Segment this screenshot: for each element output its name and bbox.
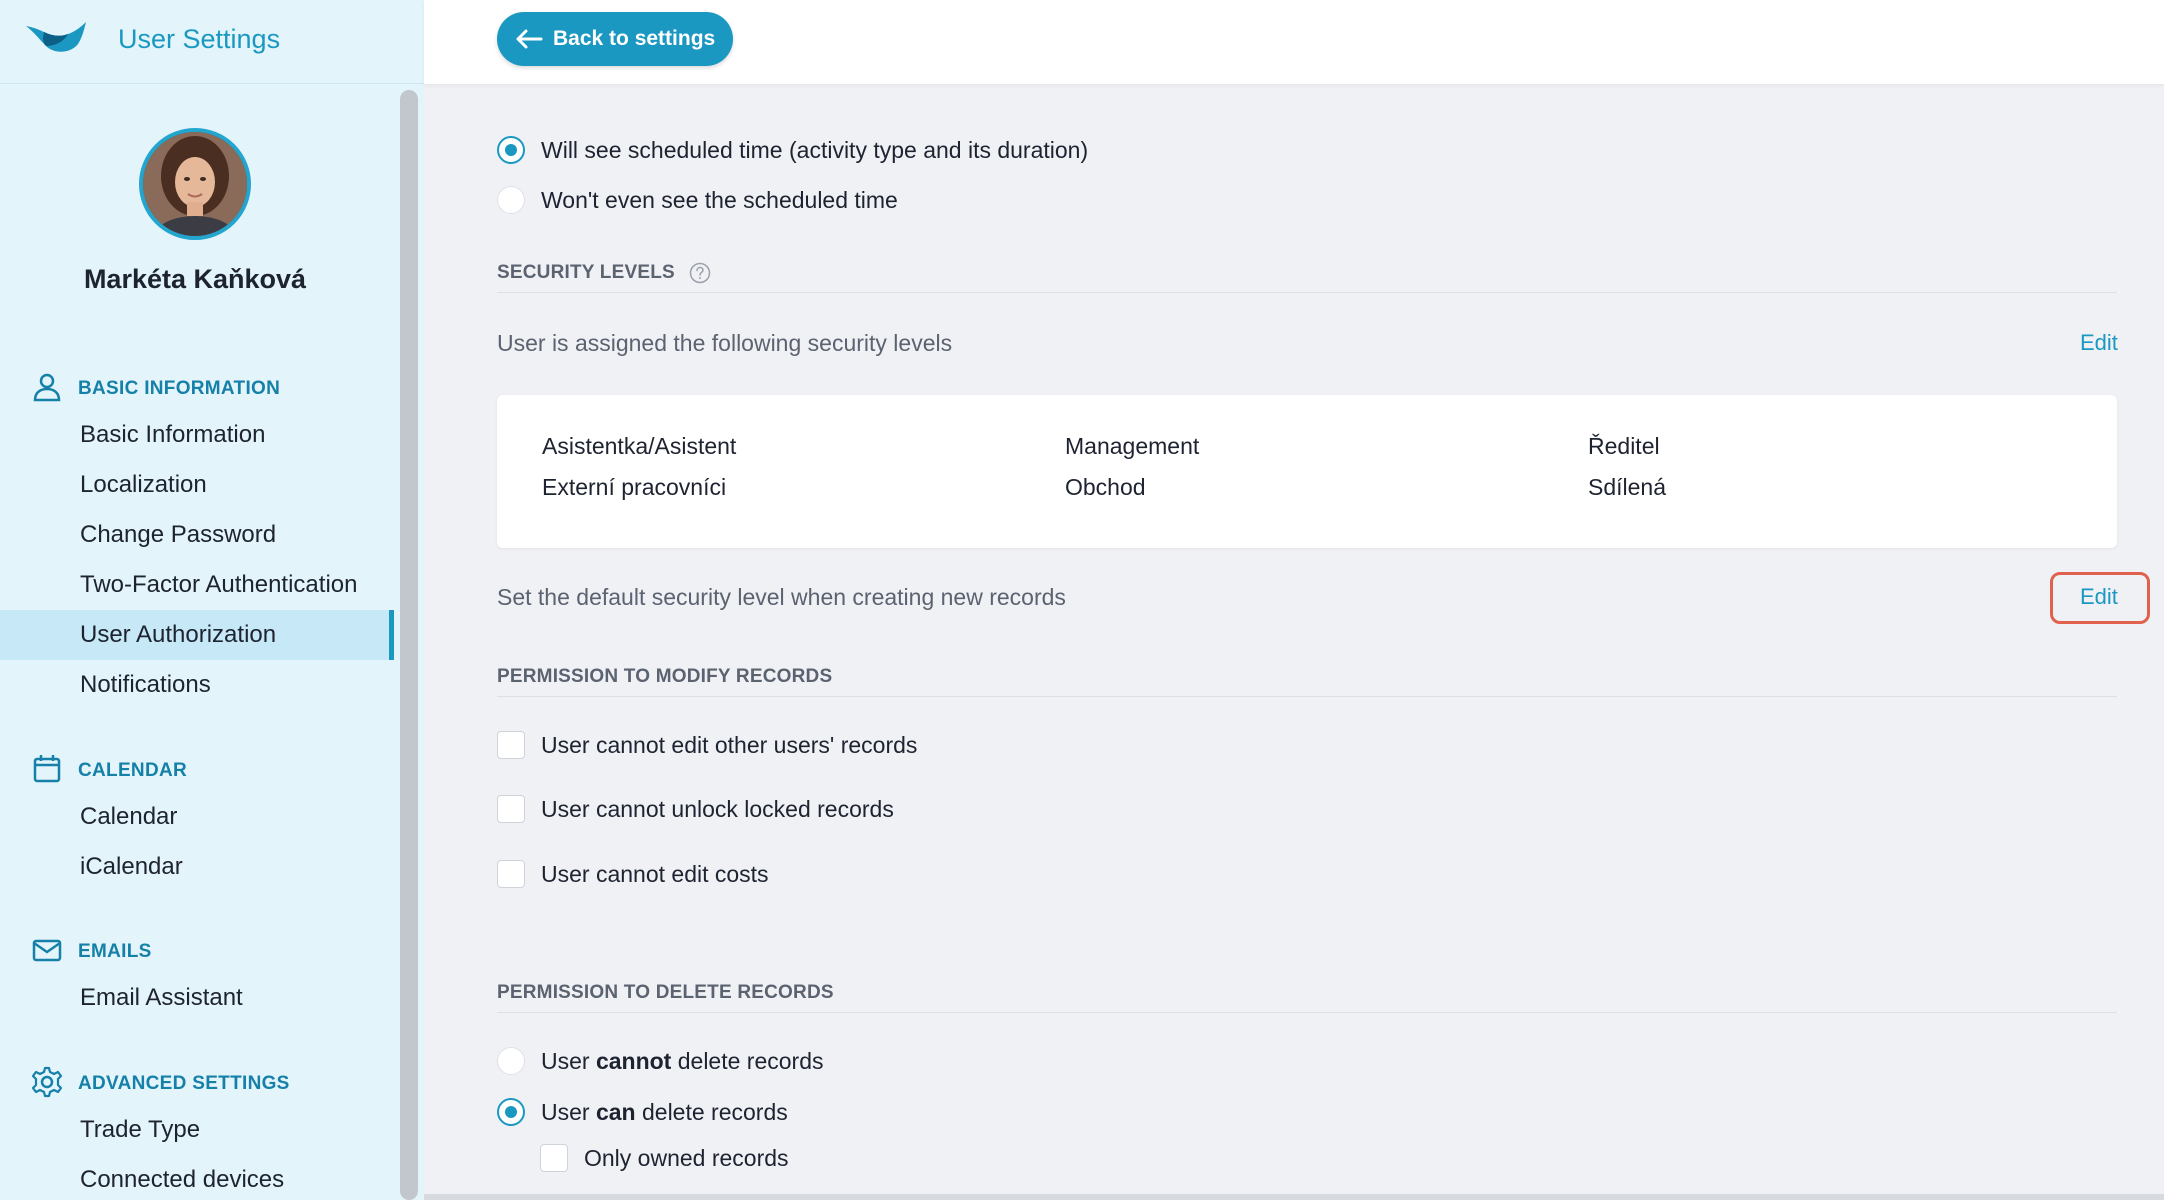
sidebar-item-icalendar[interactable]: iCalendar <box>80 853 183 880</box>
security-level-item: Externí pracovníci <box>542 474 727 500</box>
avatar[interactable] <box>139 128 251 240</box>
section-emails <box>0 929 394 1023</box>
assigned-levels-text: User is assigned the following security levels <box>497 330 953 356</box>
label-emphasis: can <box>595 1098 636 1125</box>
section-title: EMAILS <box>78 941 152 962</box>
security-level-item: Obchod <box>1065 474 1146 500</box>
sidebar-item-email-assistant[interactable]: Email Assistant <box>80 984 243 1011</box>
label-prefix: User <box>541 1098 596 1125</box>
radio-label <box>541 1048 823 1075</box>
sidebar <box>0 0 424 1200</box>
sidebar-item-calendar[interactable]: Calendar <box>80 803 178 830</box>
divider <box>497 696 2117 697</box>
section-title: CALENDAR <box>78 760 188 781</box>
radio-button[interactable] <box>497 1098 525 1126</box>
security-level-item: Ředitel <box>1588 433 1660 459</box>
section-basic-information <box>0 366 394 710</box>
user-name: Markéta Kaňková <box>83 264 307 294</box>
radio-option-wont-see-scheduled-time[interactable] <box>497 186 898 214</box>
checkbox-label: User cannot unlock locked records <box>541 795 894 822</box>
radio-label: Will see scheduled time (activity type and its duration) <box>541 136 1089 163</box>
sidebar-item-localization[interactable]: Localization <box>80 471 207 498</box>
checkbox-label: Only owned records <box>584 1144 789 1171</box>
sidebar-header <box>0 0 424 84</box>
radio-option-can-delete[interactable] <box>497 1098 788 1126</box>
section-advanced-settings <box>0 1061 394 1200</box>
radio-option-see-scheduled-time[interactable] <box>497 136 1088 164</box>
person-icon <box>30 370 64 404</box>
sidebar-item-notifications[interactable]: Notifications <box>80 671 211 698</box>
label-emphasis: cannot <box>595 1047 672 1074</box>
default-security-level-text: Set the default security level when creating new records <box>497 584 1066 610</box>
security-level-item: Asistentka/Asistent <box>542 433 737 459</box>
radio-button[interactable] <box>497 136 525 164</box>
divider <box>497 292 2117 293</box>
security-level-item: Management <box>1065 433 1200 459</box>
horizontal-scrollbar[interactable] <box>424 1194 2164 1200</box>
edit-default-security-level-link[interactable]: Edit <box>2080 584 2118 609</box>
section-title: BASIC INFORMATION <box>78 378 281 399</box>
checkbox[interactable] <box>497 860 525 888</box>
checkbox[interactable] <box>497 795 525 823</box>
permission-delete-title: PERMISSION TO DELETE RECORDS <box>497 982 834 1003</box>
user-profile <box>0 128 390 295</box>
sidebar-item-basic-information[interactable]: Basic Information <box>80 421 266 448</box>
back-button-label: Back to settings <box>553 27 716 50</box>
sidebar-scrollbar[interactable] <box>400 90 418 1200</box>
label-suffix: delete records <box>635 1098 788 1125</box>
envelope-icon <box>30 933 64 967</box>
sidebar-item-trade-type[interactable]: Trade Type <box>80 1116 201 1143</box>
permission-modify-title: PERMISSION TO MODIFY RECORDS <box>497 666 833 687</box>
section-calendar <box>0 748 394 892</box>
calendar-icon <box>30 752 64 786</box>
help-icon[interactable] <box>689 262 711 284</box>
app-title: User Settings <box>118 24 281 54</box>
radio-label <box>541 1099 788 1126</box>
edit-security-levels-link[interactable]: Edit <box>2080 330 2118 355</box>
sidebar-item-connected-devices[interactable]: Connected devices <box>80 1166 285 1193</box>
top-bar <box>424 0 2164 84</box>
divider <box>497 1012 2117 1013</box>
sidebar-item-user-authorization[interactable]: User Authorization <box>0 610 394 660</box>
sidebar-item-change-password[interactable]: Change Password <box>80 521 277 548</box>
gear-icon <box>30 1065 64 1099</box>
arrow-left-icon <box>515 28 543 50</box>
section-head <box>0 366 394 410</box>
checkbox-option-cannot-unlock[interactable] <box>497 795 894 823</box>
section-head <box>0 748 394 792</box>
radio-option-cannot-delete[interactable] <box>497 1047 823 1075</box>
security-levels-card <box>497 395 2117 548</box>
whale-logo-icon[interactable] <box>24 18 88 58</box>
checkbox-label: User cannot edit other users' records <box>541 731 918 758</box>
checkbox-option-only-owned[interactable] <box>540 1144 789 1172</box>
checkbox-label: User cannot edit costs <box>541 860 769 887</box>
section-title-text: SECURITY LEVELS <box>497 262 675 283</box>
highlight-box <box>2050 572 2150 624</box>
checkbox[interactable] <box>540 1144 568 1172</box>
section-head <box>0 929 394 973</box>
checkbox-option-cannot-edit-costs[interactable] <box>497 860 769 888</box>
radio-label: Won't even see the scheduled time <box>541 186 898 213</box>
sidebar-item-two-factor-authentication[interactable]: Two-Factor Authentication <box>80 571 358 598</box>
security-level-item: Sdílená <box>1588 474 1667 500</box>
label-prefix: User <box>541 1047 596 1074</box>
section-head <box>0 1061 394 1105</box>
back-to-settings-button[interactable] <box>497 12 733 66</box>
radio-button[interactable] <box>497 186 525 214</box>
checkbox-option-cannot-edit-others[interactable] <box>497 731 917 759</box>
security-levels-title <box>497 262 711 284</box>
checkbox[interactable] <box>497 731 525 759</box>
radio-button[interactable] <box>497 1047 525 1075</box>
label-suffix: delete records <box>671 1047 824 1074</box>
section-title: ADVANCED SETTINGS <box>78 1073 290 1094</box>
